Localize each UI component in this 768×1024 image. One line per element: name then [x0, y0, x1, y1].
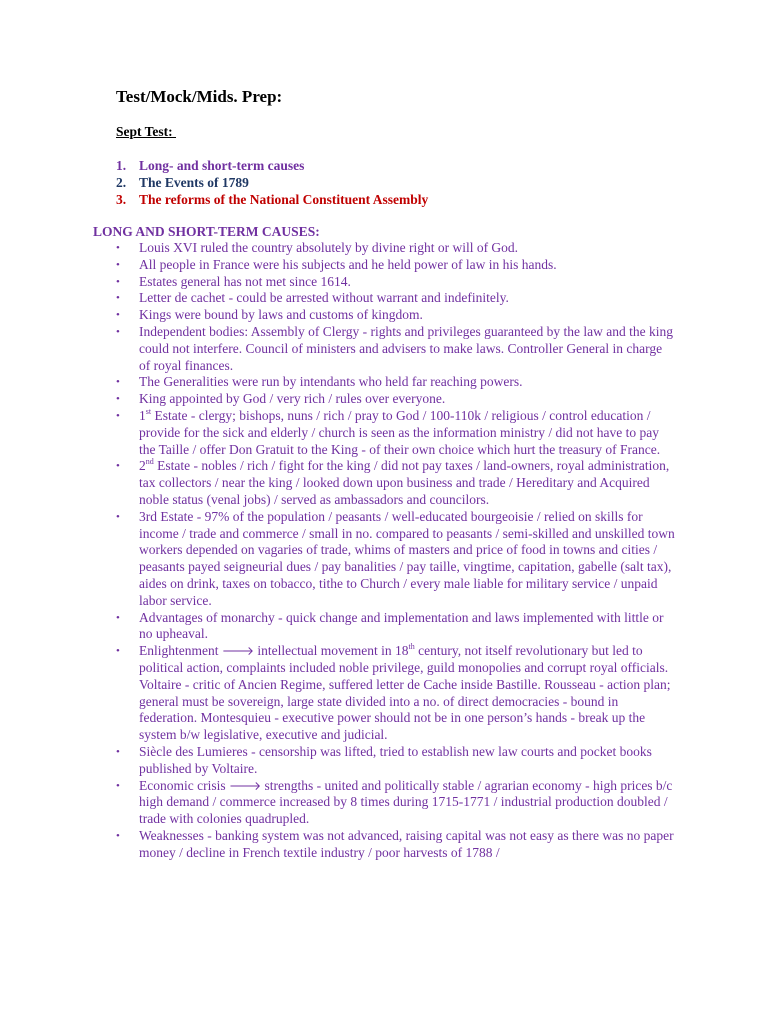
bullet-text: Independent bodies: Assembly of Clergy - rights and privileges guaranteed by the law and the king could not interfere. Council of ministers and advisers to make laws. Controller General in charge of royal finances.: [139, 323, 674, 373]
bullet-icon: •: [116, 409, 120, 422]
bullet-item: [116, 408, 676, 458]
bullet-icon: •: [116, 829, 120, 842]
bullet-icon: •: [116, 779, 120, 792]
bullet-text: Estate - nobles / rich / fight for the king / did not pay taxes / land-owners, royal administration, tax collectors / near the king / looked down upon business and trade / Hereditary and Acquired noble status (venal jobs) / served as ambassadors and councilors.: [139, 458, 670, 507]
item-number: 1.: [116, 158, 127, 173]
bullet-item: [116, 610, 676, 644]
bullet-text: Enlightenment: [139, 643, 222, 659]
numbered-item-3: [116, 191, 428, 208]
bullet-text: Estate - clergy; bishops, nuns / rich / pray to God / 100-110k / religious / control education / provide for the sick and elderly / church is seen as the information ministry / did not have to pay the Taille / offer Don Gratuit to the King - of their own choice which hurt the treasury of France.: [139, 407, 661, 457]
bullet-item: [116, 778, 676, 828]
arrow-right-icon: 🡒: [221, 644, 255, 659]
bullet-text: strengths - united and politically stable / agrarian economy - high prices b/c high demand / commerce increased by 8 times during 1715-1771 / industrial production doubled / trade with colonies quadrupled.: [139, 777, 673, 827]
bullet-item: [116, 290, 676, 307]
bullet-item: [116, 828, 676, 862]
bullet-item: [116, 240, 676, 257]
item-number: 3.: [116, 192, 127, 207]
bullet-icon: •: [116, 460, 120, 473]
page-title: Test/Mock/Mids. Prep:: [116, 87, 283, 106]
section-heading: LONG AND SHORT-TERM CAUSES:: [93, 224, 320, 239]
ordinal-suffix: th: [408, 642, 415, 652]
bullet-text: Estates general has not met since 1614.: [139, 273, 351, 289]
arrow-right-icon: 🡒: [228, 778, 262, 793]
bullet-item: [116, 391, 676, 408]
bullet-list: [116, 240, 676, 861]
numbered-item-1: [116, 157, 304, 174]
item-text: The reforms of the National Constituent Assembly: [139, 192, 429, 207]
bullet-item: [116, 458, 676, 508]
bullet-icon: •: [116, 645, 120, 658]
sept-test-label: Sept Test:: [116, 124, 177, 139]
bullet-item: [116, 509, 676, 610]
bullet-text: century, not itself revolutionary but led to political action, complaints included noble privilege, guild monopolies and corrupt royal officials. Voltaire - critic of Ancien Regime, suffered letter de Cache inside Bastille. Rousseau - action plan; general must be sovereign, large state divided into a no. of direct democracies - bound in federation. Montesquieu - executive power should not be in one person’s hands - break up the system b/w legislative, executive and judicial.: [139, 643, 671, 743]
ordinal-suffix: nd: [145, 457, 154, 467]
bullet-text: King appointed by God / very rich / rules over everyone.: [139, 391, 446, 407]
bullet-text: All people in France were his subjects and he held power of law in his hands.: [139, 256, 557, 272]
bullet-icon: •: [116, 292, 120, 305]
bullet-text: Kings were bound by laws and customs of kingdom.: [139, 307, 423, 323]
bullet-item: [116, 374, 676, 391]
estate-number: 1: [139, 407, 146, 423]
bullet-item: [116, 257, 676, 274]
bullet-text: Advantages of monarchy - quick change and implementation and laws implemented with little or no upheaval.: [139, 609, 664, 642]
bullet-icon: •: [116, 745, 120, 758]
bullet-text: Siècle des Lumieres - censorship was lifted, tried to establish new law courts and pocket books published by Voltaire.: [139, 743, 652, 776]
bullet-text: 3rd Estate - 97% of the population / peasants / well-educated bourgeoisie / relied on skills for income / trade and commerce / small in no. compared to peasants / semi-skilled and unskilled town workers depended on vagaries of trade, whims of masters and price of food in towns and cities / peasants payed seigneurial dues / pay banalities / pay taille, vingtime, capitation, gabelle (salt tax), aides on drink, taxes on tobacco, tithe to Church / every male liable for military service / unpaid labor service.: [139, 508, 675, 608]
bullet-text: The Generalities were run by intendants who held far reaching powers.: [139, 374, 523, 390]
bullet-icon: •: [116, 275, 120, 288]
bullet-text: intellectual movement in 18: [254, 643, 409, 659]
item-text: Long- and short-term causes: [139, 158, 305, 173]
bullet-icon: •: [116, 258, 120, 271]
bullet-icon: •: [116, 309, 120, 322]
bullet-icon: •: [116, 393, 120, 406]
numbered-item-2: [116, 174, 249, 191]
bullet-item: [116, 324, 676, 374]
bullet-item: [116, 744, 676, 778]
bullet-item: [116, 274, 676, 291]
ordinal-suffix: st: [145, 406, 152, 416]
bullet-text: Louis XVI ruled the country absolutely by divine right or will of God.: [139, 240, 519, 255]
bullet-text: Letter de cachet - could be arrested without warrant and indefinitely.: [139, 290, 509, 306]
item-number: 2.: [116, 175, 127, 190]
bullet-text: Weaknesses - banking system was not advanced, raising capital was not easy as there was no paper money / decline in French textile industry / poor harvests of 1788 /: [139, 827, 674, 860]
estate-number: 2: [139, 458, 146, 474]
bullet-text: Economic crisis: [139, 777, 229, 793]
bullet-icon: •: [116, 242, 120, 254]
bullet-icon: •: [116, 325, 120, 338]
bullet-icon: •: [116, 510, 120, 523]
item-text: The Events of 1789: [139, 175, 249, 190]
bullet-icon: •: [116, 376, 120, 389]
bullet-item: [116, 643, 676, 744]
bullet-item: [116, 307, 676, 324]
bullet-icon: •: [116, 611, 120, 624]
